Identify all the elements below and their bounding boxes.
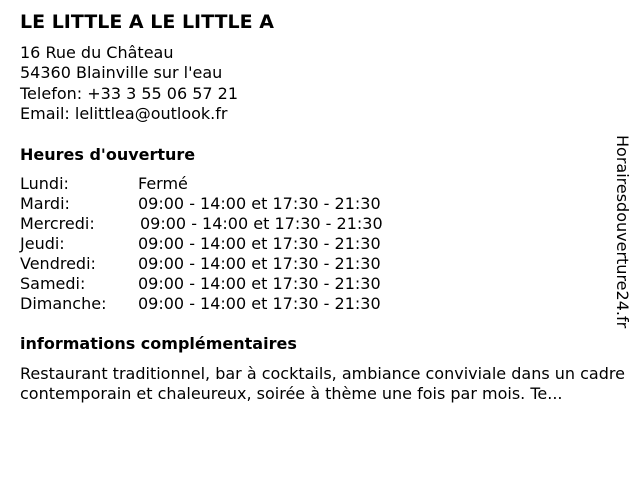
business-name: LE LITTLE A LE LITTLE A: [20, 11, 274, 33]
street-address: 16 Rue du Château: [20, 43, 174, 62]
day-label: Vendredi:: [20, 254, 96, 273]
time-value: Fermé: [138, 174, 188, 193]
contact-block: [20, 43, 238, 124]
opening-hours-heading: Heures d'ouverture: [20, 145, 196, 164]
time-value: 09:00 - 14:00 et 17:30 - 21:30: [138, 234, 381, 253]
additional-info-text: Restaurant traditionnel, bar à cocktails, ambiance conviviale dans un cadre contemporain et chaleureux, soirée à thème une fois par mois. Te...: [20, 364, 625, 403]
time-value: 09:00 - 14:00 et 17:30 - 21:30: [140, 214, 383, 233]
site-watermark: Horairesdouverture24.fr: [613, 135, 632, 329]
time-value: 09:00 - 14:00 et 17:30 - 21:30: [138, 274, 381, 293]
city-address: 54360 Blainville sur l'eau: [20, 63, 223, 83]
day-label: Lundi:: [20, 174, 69, 193]
day-label: Mercredi:: [20, 214, 95, 233]
time-value: 09:00 - 14:00 et 17:30 - 21:30: [138, 194, 381, 213]
time-value: 09:00 - 14:00 et 17:30 - 21:30: [138, 294, 381, 313]
day-label: Dimanche:: [20, 294, 107, 313]
day-label: Samedi:: [20, 274, 86, 293]
phone-number: Telefon: +33 3 55 06 57 21: [20, 83, 239, 103]
time-value: 09:00 - 14:00 et 17:30 - 21:30: [138, 254, 381, 273]
additional-info-heading: informations complémentaires: [20, 334, 297, 353]
day-label: Mardi:: [20, 194, 70, 213]
email-address: Email: lelittlea@outlook.fr: [20, 103, 228, 123]
day-label: Jeudi:: [20, 234, 65, 253]
